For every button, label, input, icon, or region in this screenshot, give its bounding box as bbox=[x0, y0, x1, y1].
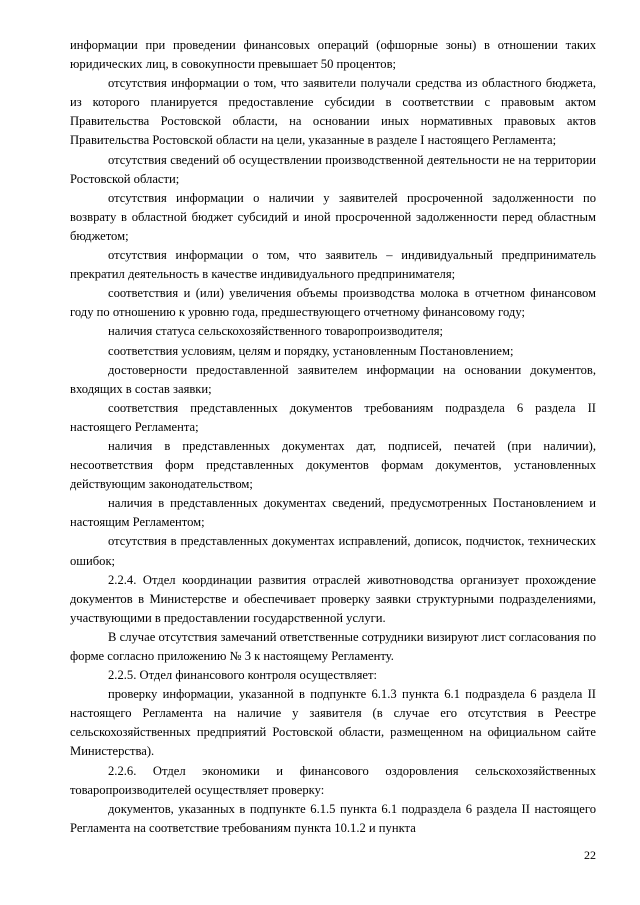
paragraph-milk-volume: соответствия и (или) увеличения объемы производства молока в отчетном финансовом году по отношению к уровню года, предшествующего отчетному финансовому году; bbox=[70, 286, 596, 320]
paragraph-check-info: проверку информации, указанной в подпункте 6.1.3 пункта 6.1 подраздела 6 раздела II настоящего Регламента на наличие у заявителя (в случае его отсутствия в Реестре сельскохозяйственных предприятий Ростовской области, размещенном на официальном сайте Министерства). bbox=[70, 687, 596, 759]
paragraph-documents-6-1-5: документов, указанных в подпункте 6.1.5 пункта 6.1 подраздела 6 раздела II настоящего Регламента на соответствие требованиям пункта 10.1.2 и пункта bbox=[70, 801, 596, 835]
paragraph-reliability: достоверности предоставленной заявителем информации на основании документов, входящих в состав заявки; bbox=[70, 362, 596, 396]
page-number: 22 bbox=[584, 848, 596, 862]
paragraph-budget-funds: отсутствия информации о том, что заявители получали средства из областного бюджета, из которого планируется предоставление субсидии в соответствии с правовым актом Правительства Ростовской области, на основании иных нормативных правовых актов Правительства Ростовской области на цели, указанные в разделе I настоящего Регламента; bbox=[70, 76, 596, 148]
document-body bbox=[70, 36, 596, 838]
paragraph-overdue-debt: отсутствия информации о наличии у заявителей просроченной задолженности по возврату в областной бюджет субсидий и иной просроченной задолженности перед областным бюджетом; bbox=[70, 190, 596, 243]
paragraph-dates-signatures: наличия в представленных документах дат, подписей, печатей (при наличии), несоответствия форм представленных документов формам документов, установленных действующим законодательством; bbox=[70, 438, 596, 492]
paragraph-approval-sheet: В случае отсутствия замечаний ответственные сотрудники визируют лист согласования по форме согласно приложению № 3 к настоящему Регламенту. bbox=[70, 629, 596, 663]
paragraph-2-2-6: 2.2.6. Отдел экономики и финансового оздоровления сельскохозяйственных товаропроизводителей осуществляет проверку: bbox=[70, 763, 596, 797]
paragraph-no-corrections: отсутствия в представленных документах исправлений, дописок, подчисток, технических ошибок; bbox=[70, 534, 596, 568]
paragraph-producer-status: наличия статуса сельскохозяйственного товаропроизводителя; bbox=[108, 324, 444, 339]
paragraph-2-2-4: 2.2.4. Отдел координации развития отраслей животноводства организует прохождение документов в Министерстве и обеспечивает проверку заявки структурными подразделениями, участвующими в предоставлении государственной услуги. bbox=[70, 572, 596, 625]
paragraph-offshore: информации при проведении финансовых операций (офшорные зоны) в отношении таких юридических лиц, в совокупности превышает 50 процентов; bbox=[70, 38, 596, 72]
paragraph-2-2-5: 2.2.5. Отдел финансового контроля осуществляет: bbox=[108, 668, 377, 683]
paragraph-documents-compliance: соответствия представленных документов требованиям подраздела 6 раздела II настоящего Регламента; bbox=[70, 400, 596, 434]
paragraph-conditions: соответствия условиям, целям и порядку, установленным Постановлением; bbox=[108, 343, 514, 358]
paragraph-production-territory: отсутствия сведений об осуществлении производственной деятельности не на территории Ростовской области; bbox=[70, 152, 596, 186]
paragraph-entrepreneur: отсутствия информации о том, что заявитель – индивидуальный предприниматель прекратил деятельность в качестве индивидуального предпринимателя; bbox=[70, 248, 596, 282]
paragraph-information-present: наличия в представленных документах сведений, предусмотренных Постановлением и настоящим Регламентом; bbox=[70, 496, 596, 530]
